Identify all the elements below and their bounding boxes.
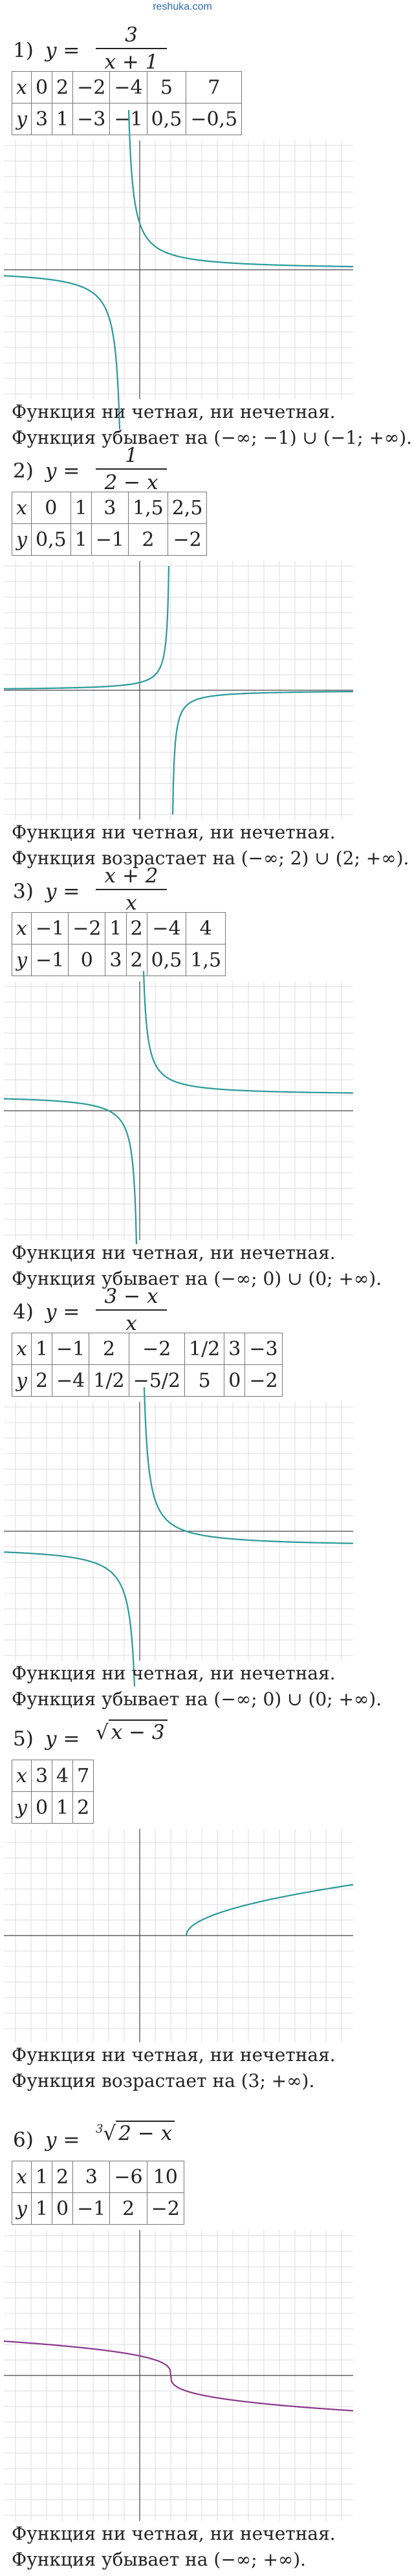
value-cell: 5 xyxy=(147,72,186,104)
row-header-cell: y xyxy=(12,944,32,976)
function-curve xyxy=(4,1387,353,1686)
function-graph xyxy=(4,1402,353,1661)
value-cell: −4 xyxy=(110,72,147,104)
value-cell: −1 xyxy=(73,2193,110,2225)
monotonic-text: Функция возрастает на (−∞; 2) ∪ (2; +∞). xyxy=(12,847,409,869)
value-cell: −1 xyxy=(110,104,147,135)
item-number: 4) xyxy=(13,1300,34,1324)
value-cell: −2 xyxy=(129,1333,184,1365)
row-header-cell: x xyxy=(12,1333,32,1365)
function-header xyxy=(0,1695,365,1760)
row-header-cell: x xyxy=(12,1760,32,1792)
value-cell: 2 xyxy=(73,1792,94,1824)
y-row xyxy=(12,524,207,556)
value-cell: 1 xyxy=(105,913,126,944)
x-row xyxy=(12,2161,184,2193)
function-graph xyxy=(4,561,353,820)
numerator: 3 xyxy=(96,22,167,49)
value-cell: −3 xyxy=(73,104,110,135)
value-cell: 2 xyxy=(110,2193,147,2225)
value-cell: 0 xyxy=(31,492,70,524)
value-cell: 0,5 xyxy=(147,944,186,976)
function-header xyxy=(0,1268,382,1335)
value-cell: 2 xyxy=(52,72,73,104)
section-4 xyxy=(0,1268,382,1712)
y-row xyxy=(12,1365,283,1397)
value-cell: 2 xyxy=(126,913,147,944)
y-row xyxy=(12,104,242,135)
value-cell: 3 xyxy=(105,944,126,976)
value-cell: 1/2 xyxy=(184,1333,224,1365)
value-cell: 0 xyxy=(31,1792,52,1824)
value-cell: −1 xyxy=(52,1333,89,1365)
value-cell: −0,5 xyxy=(186,104,242,135)
value-cell: 5 xyxy=(184,1365,224,1397)
value-cell: 2,5 xyxy=(168,492,207,524)
section-6 xyxy=(0,2096,365,2573)
value-cell: 0 xyxy=(31,72,52,104)
numerator: 3 − x xyxy=(96,1283,167,1311)
value-cell: −1 xyxy=(91,524,128,556)
value-cell: 4 xyxy=(186,913,226,944)
row-header-cell: x xyxy=(12,913,32,944)
value-cell: 3 xyxy=(224,1333,245,1365)
formula-fraction xyxy=(96,863,167,916)
value-cell: 2 xyxy=(126,944,147,976)
formula-fraction xyxy=(96,1283,167,1337)
numerator: 1 xyxy=(96,442,167,470)
value-cell: −1 xyxy=(31,913,68,944)
item-number: 3) xyxy=(13,880,34,903)
function-header xyxy=(0,427,412,494)
value-cell: 2 xyxy=(89,1333,129,1365)
function-graph xyxy=(4,140,353,399)
value-cell: 3 xyxy=(31,104,52,135)
values-table xyxy=(12,71,242,135)
value-cell: −1 xyxy=(31,944,68,976)
function-curve xyxy=(4,971,353,1244)
value-cell: 3 xyxy=(91,492,128,524)
values-table xyxy=(12,1333,283,1397)
value-cell: −4 xyxy=(52,1365,89,1397)
value-cell: −2 xyxy=(73,72,110,104)
value-cell: 1 xyxy=(70,492,91,524)
radicand: x − 3 xyxy=(109,1719,168,1744)
values-table xyxy=(12,2161,184,2225)
formula-lhs: y = xyxy=(45,39,80,62)
values-table xyxy=(12,1760,94,1824)
radicand: 2 − x xyxy=(116,2121,175,2145)
item-number: 5) xyxy=(13,1727,34,1751)
value-cell: 2 xyxy=(129,524,168,556)
function-header xyxy=(0,2096,365,2161)
function-graph xyxy=(4,981,353,1240)
row-header-cell: y xyxy=(12,524,32,556)
value-cell: 0 xyxy=(69,944,105,976)
function-header xyxy=(0,6,365,74)
value-cell: 0,5 xyxy=(31,524,70,556)
value-cell: 1 xyxy=(70,524,91,556)
formula-lhs: y = xyxy=(45,880,80,903)
formula-radical: √ x − 3 xyxy=(96,1721,168,1744)
value-cell: 1 xyxy=(52,104,73,135)
values-table xyxy=(12,492,207,556)
value-cell: 3 xyxy=(73,2161,110,2193)
monotonic-text: Функция убывает на (−∞; −1) ∪ (−1; +∞). xyxy=(12,427,412,448)
y-row xyxy=(12,1792,94,1824)
parity-text: Функция ни четная, ни нечетная. xyxy=(12,822,336,843)
x-row xyxy=(12,72,242,104)
value-cell: 7 xyxy=(73,1760,94,1792)
function-graph xyxy=(4,2230,353,2521)
x-row xyxy=(12,1333,283,1365)
section-1 xyxy=(0,6,412,451)
function-curve xyxy=(186,1884,353,1936)
value-cell: −5/2 xyxy=(129,1365,184,1397)
formula-fraction xyxy=(96,442,167,496)
parity-text: Функция ни четная, ни нечетная. xyxy=(12,401,336,422)
parity-text: Функция ни четная, ни нечетная. xyxy=(12,1663,336,1684)
value-cell: 1 xyxy=(31,1333,52,1365)
value-cell: 0 xyxy=(52,2193,73,2225)
formula-radical: $^3$√ 2 − x xyxy=(96,2122,175,2145)
numerator: x + 2 xyxy=(96,863,167,890)
value-cell: −2 xyxy=(147,2193,184,2225)
formula-lhs: y = xyxy=(45,1727,80,1751)
section-5 xyxy=(0,1695,365,2094)
monotonic-text: Функция убывает на (−∞; +∞). xyxy=(12,2549,307,2570)
row-header-cell: y xyxy=(12,1792,32,1824)
value-cell: −2 xyxy=(69,913,105,944)
value-cell: 7 xyxy=(186,72,242,104)
row-header-cell: y xyxy=(12,1365,32,1397)
row-header-cell: x xyxy=(12,2161,32,2193)
value-cell: 1/2 xyxy=(89,1365,129,1397)
value-cell: 2 xyxy=(31,1365,52,1397)
value-cell: −2 xyxy=(245,1365,282,1397)
value-cell: 0,5 xyxy=(147,104,186,135)
parity-text: Функция ни четная, ни нечетная. xyxy=(12,2523,336,2544)
value-cell: 1,5 xyxy=(186,944,226,976)
formula-lhs: y = xyxy=(45,459,80,483)
function-header xyxy=(0,847,409,915)
y-row xyxy=(12,944,226,976)
row-header-cell: x xyxy=(12,72,32,104)
value-cell: −6 xyxy=(110,2161,147,2193)
monotonic-text: Функция возрастает на (3; +∞). xyxy=(12,2070,315,2091)
value-cell: 10 xyxy=(147,2161,184,2193)
parity-text: Функция ни четная, ни нечетная. xyxy=(12,2044,336,2066)
section-2 xyxy=(0,427,412,871)
values-table xyxy=(12,912,226,976)
formula-lhs: y = xyxy=(45,2128,80,2152)
row-header-cell: y xyxy=(12,104,32,135)
section-3 xyxy=(0,847,409,1292)
value-cell: 2 xyxy=(52,2161,73,2193)
monotonic-text: Функция убывает на (−∞; 0) ∪ (0; +∞). xyxy=(12,1268,382,1289)
value-cell: 1 xyxy=(31,2193,52,2225)
x-row xyxy=(12,492,207,524)
value-cell: 1 xyxy=(31,2161,52,2193)
item-number: 6) xyxy=(13,2128,34,2152)
denominator: 2 − x xyxy=(104,471,158,494)
monotonic-text: Функция убывает на (−∞; 0) ∪ (0; +∞). xyxy=(12,1688,382,1710)
y-row xyxy=(12,2193,184,2225)
x-row xyxy=(12,913,226,944)
value-cell: 1 xyxy=(52,1792,73,1824)
value-cell: 0 xyxy=(224,1365,245,1397)
formula-fraction xyxy=(96,22,167,75)
parity-text: Функция ни четная, ни нечетная. xyxy=(12,1242,336,1263)
site-link[interactable]: reshuka.com xyxy=(153,1,212,12)
item-number: 1) xyxy=(13,39,34,62)
value-cell: −4 xyxy=(147,913,186,944)
denominator: x xyxy=(125,891,137,915)
value-cell: 3 xyxy=(31,1760,52,1792)
value-cell: 1,5 xyxy=(129,492,168,524)
value-cell: −2 xyxy=(168,524,207,556)
x-row xyxy=(12,1760,94,1792)
function-curve xyxy=(4,2341,353,2411)
item-number: 2) xyxy=(13,459,34,483)
denominator: x xyxy=(125,1312,137,1335)
value-cell: 4 xyxy=(52,1760,73,1792)
root-index: 3 xyxy=(96,2122,103,2136)
row-header-cell: x xyxy=(12,492,32,524)
formula-lhs: y = xyxy=(45,1300,80,1324)
function-graph xyxy=(4,1829,353,2042)
row-header-cell: y xyxy=(12,2193,32,2225)
denominator: x + 1 xyxy=(104,50,158,74)
value-cell: −3 xyxy=(245,1333,282,1365)
